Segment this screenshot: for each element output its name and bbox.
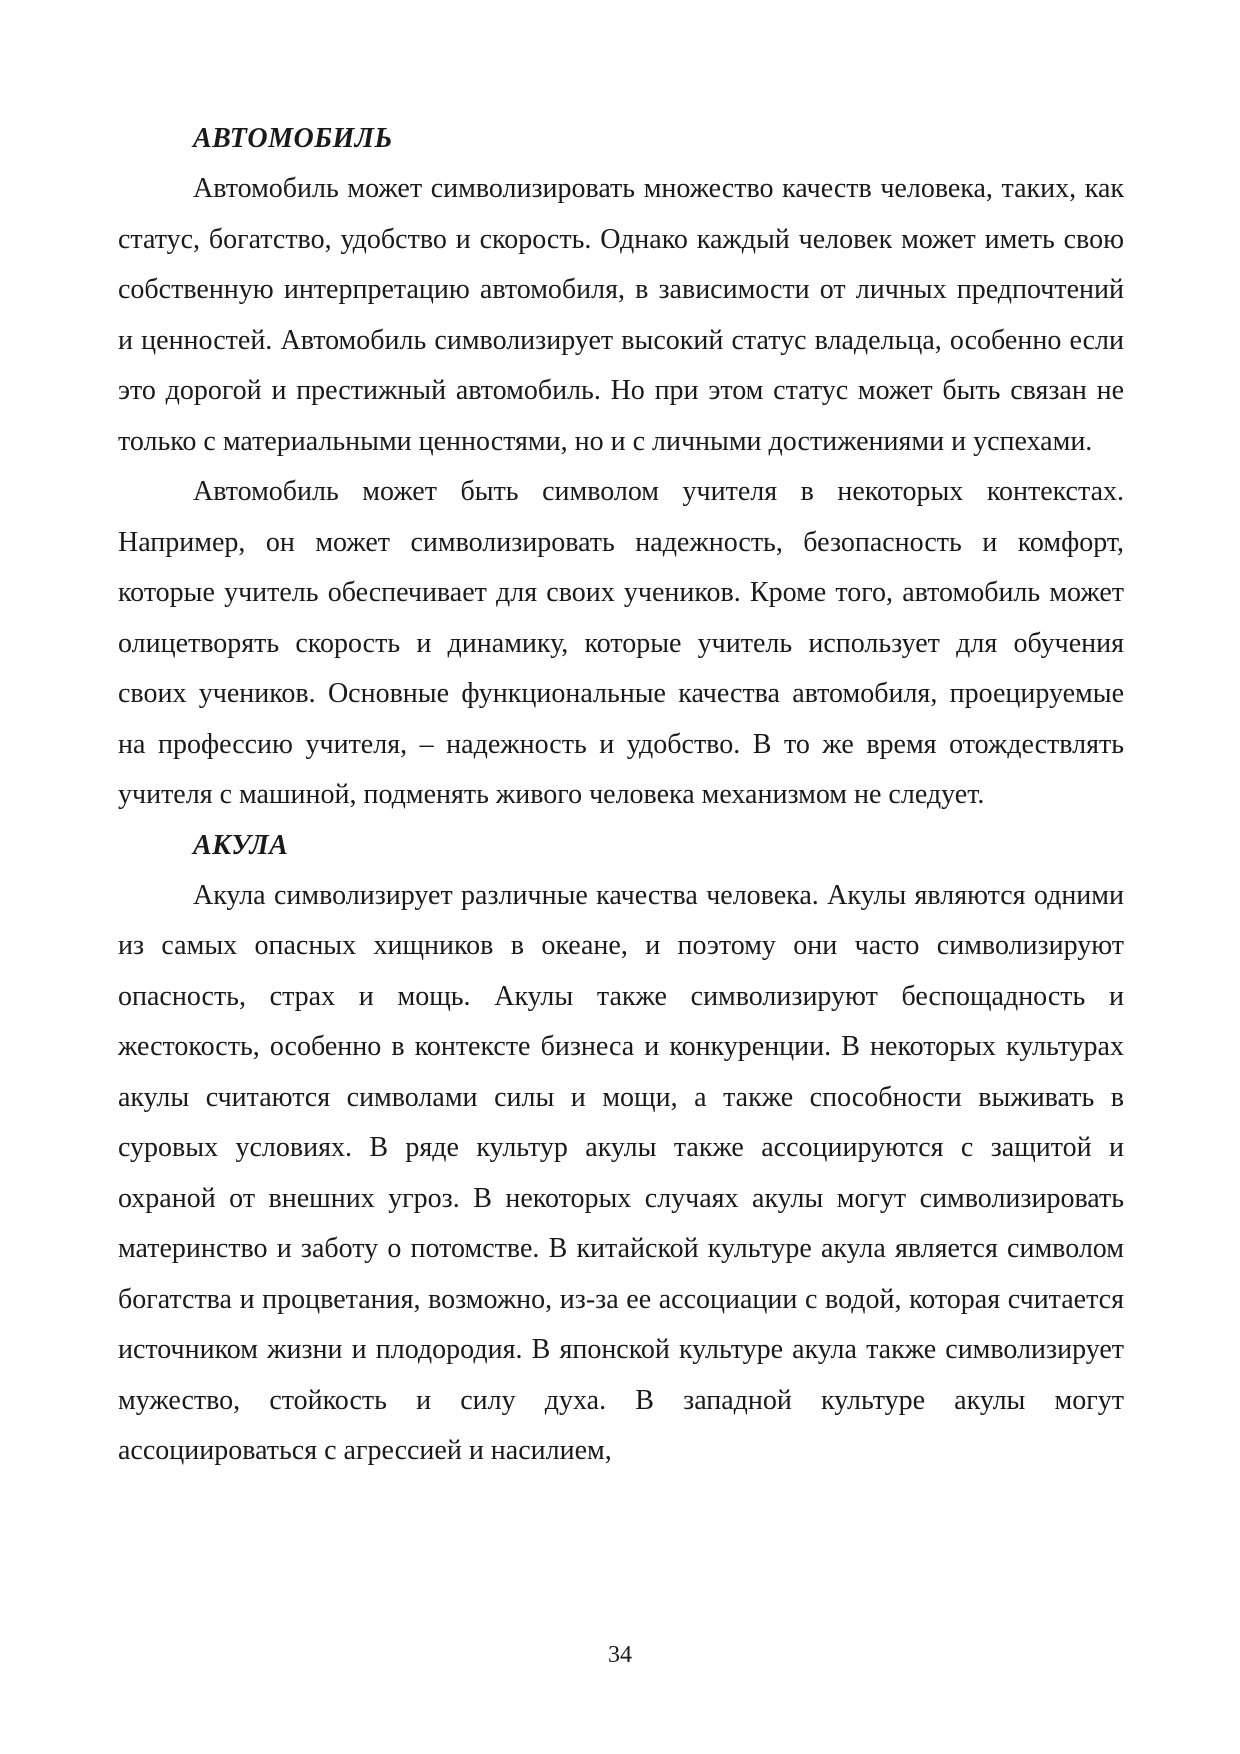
- paragraph-automobile-1: Автомобиль может символизировать множество качеств человека, таких, как статус, богатство, удобство и скорость. Однако каждый человек может иметь свою собственную интерпретацию автомобиля, в зависимости от личных предпочтений и ценностей. Автомобиль символизирует высокий статус владельца, особенно если это дорогой и престижный автомобиль. Но при этом статус может быть связан не только с материальными ценностями, но и с личными достижениями и успехами.: [118, 173, 1124, 457]
- page-number: 34: [608, 1642, 632, 1668]
- section-heading-shark: АКУЛА: [193, 829, 289, 861]
- paragraph-shark-1: Акула символизирует различные качества человека. Акулы являются одними из самых опасных хищников в океане, и поэтому они часто символизируют опасность, страх и мощь. Акулы также символизируют беспощадность и жестокость, особенно в контексте бизнеса и конкуренции. В некоторых культурах акулы считаются символами силы и мощи, а также способности выживать в суровых условиях. В ряде культур акулы также ассоциируются с защитой и охраной от внешних угроз. В некоторых случаях акулы могут символизировать материнство и заботу о потомстве. В китайской культуре акула является символом богатства и процветания, возможно, из-за ее ассоциации с водой, которая считается источником жизни и плодородия. В японской культуре акула также символизирует мужество, стойкость и силу духа. В западной культуре акулы могут ассоциироваться с агрессией и насилием,: [118, 879, 1124, 1466]
- paragraph-automobile-2: Автомобиль может быть символом учителя в некоторых контекстах. Например, он может символизировать надежность, безопасность и комфорт, которые учитель обеспечивает для своих учеников. Кроме того, автомобиль может олицетворять скорость и динамику, которые учитель использует для обучения своих учеников. Основные функциональные качества автомобиля, проецируемые на профессию учителя, – надежность и удобство. В то же время отождествлять учителя с машиной, подменять живого человека механизмом не следует.: [118, 476, 1124, 810]
- document-body: [118, 114, 1124, 1477]
- section-heading-automobile: АВТОМОБИЛЬ: [193, 123, 393, 154]
